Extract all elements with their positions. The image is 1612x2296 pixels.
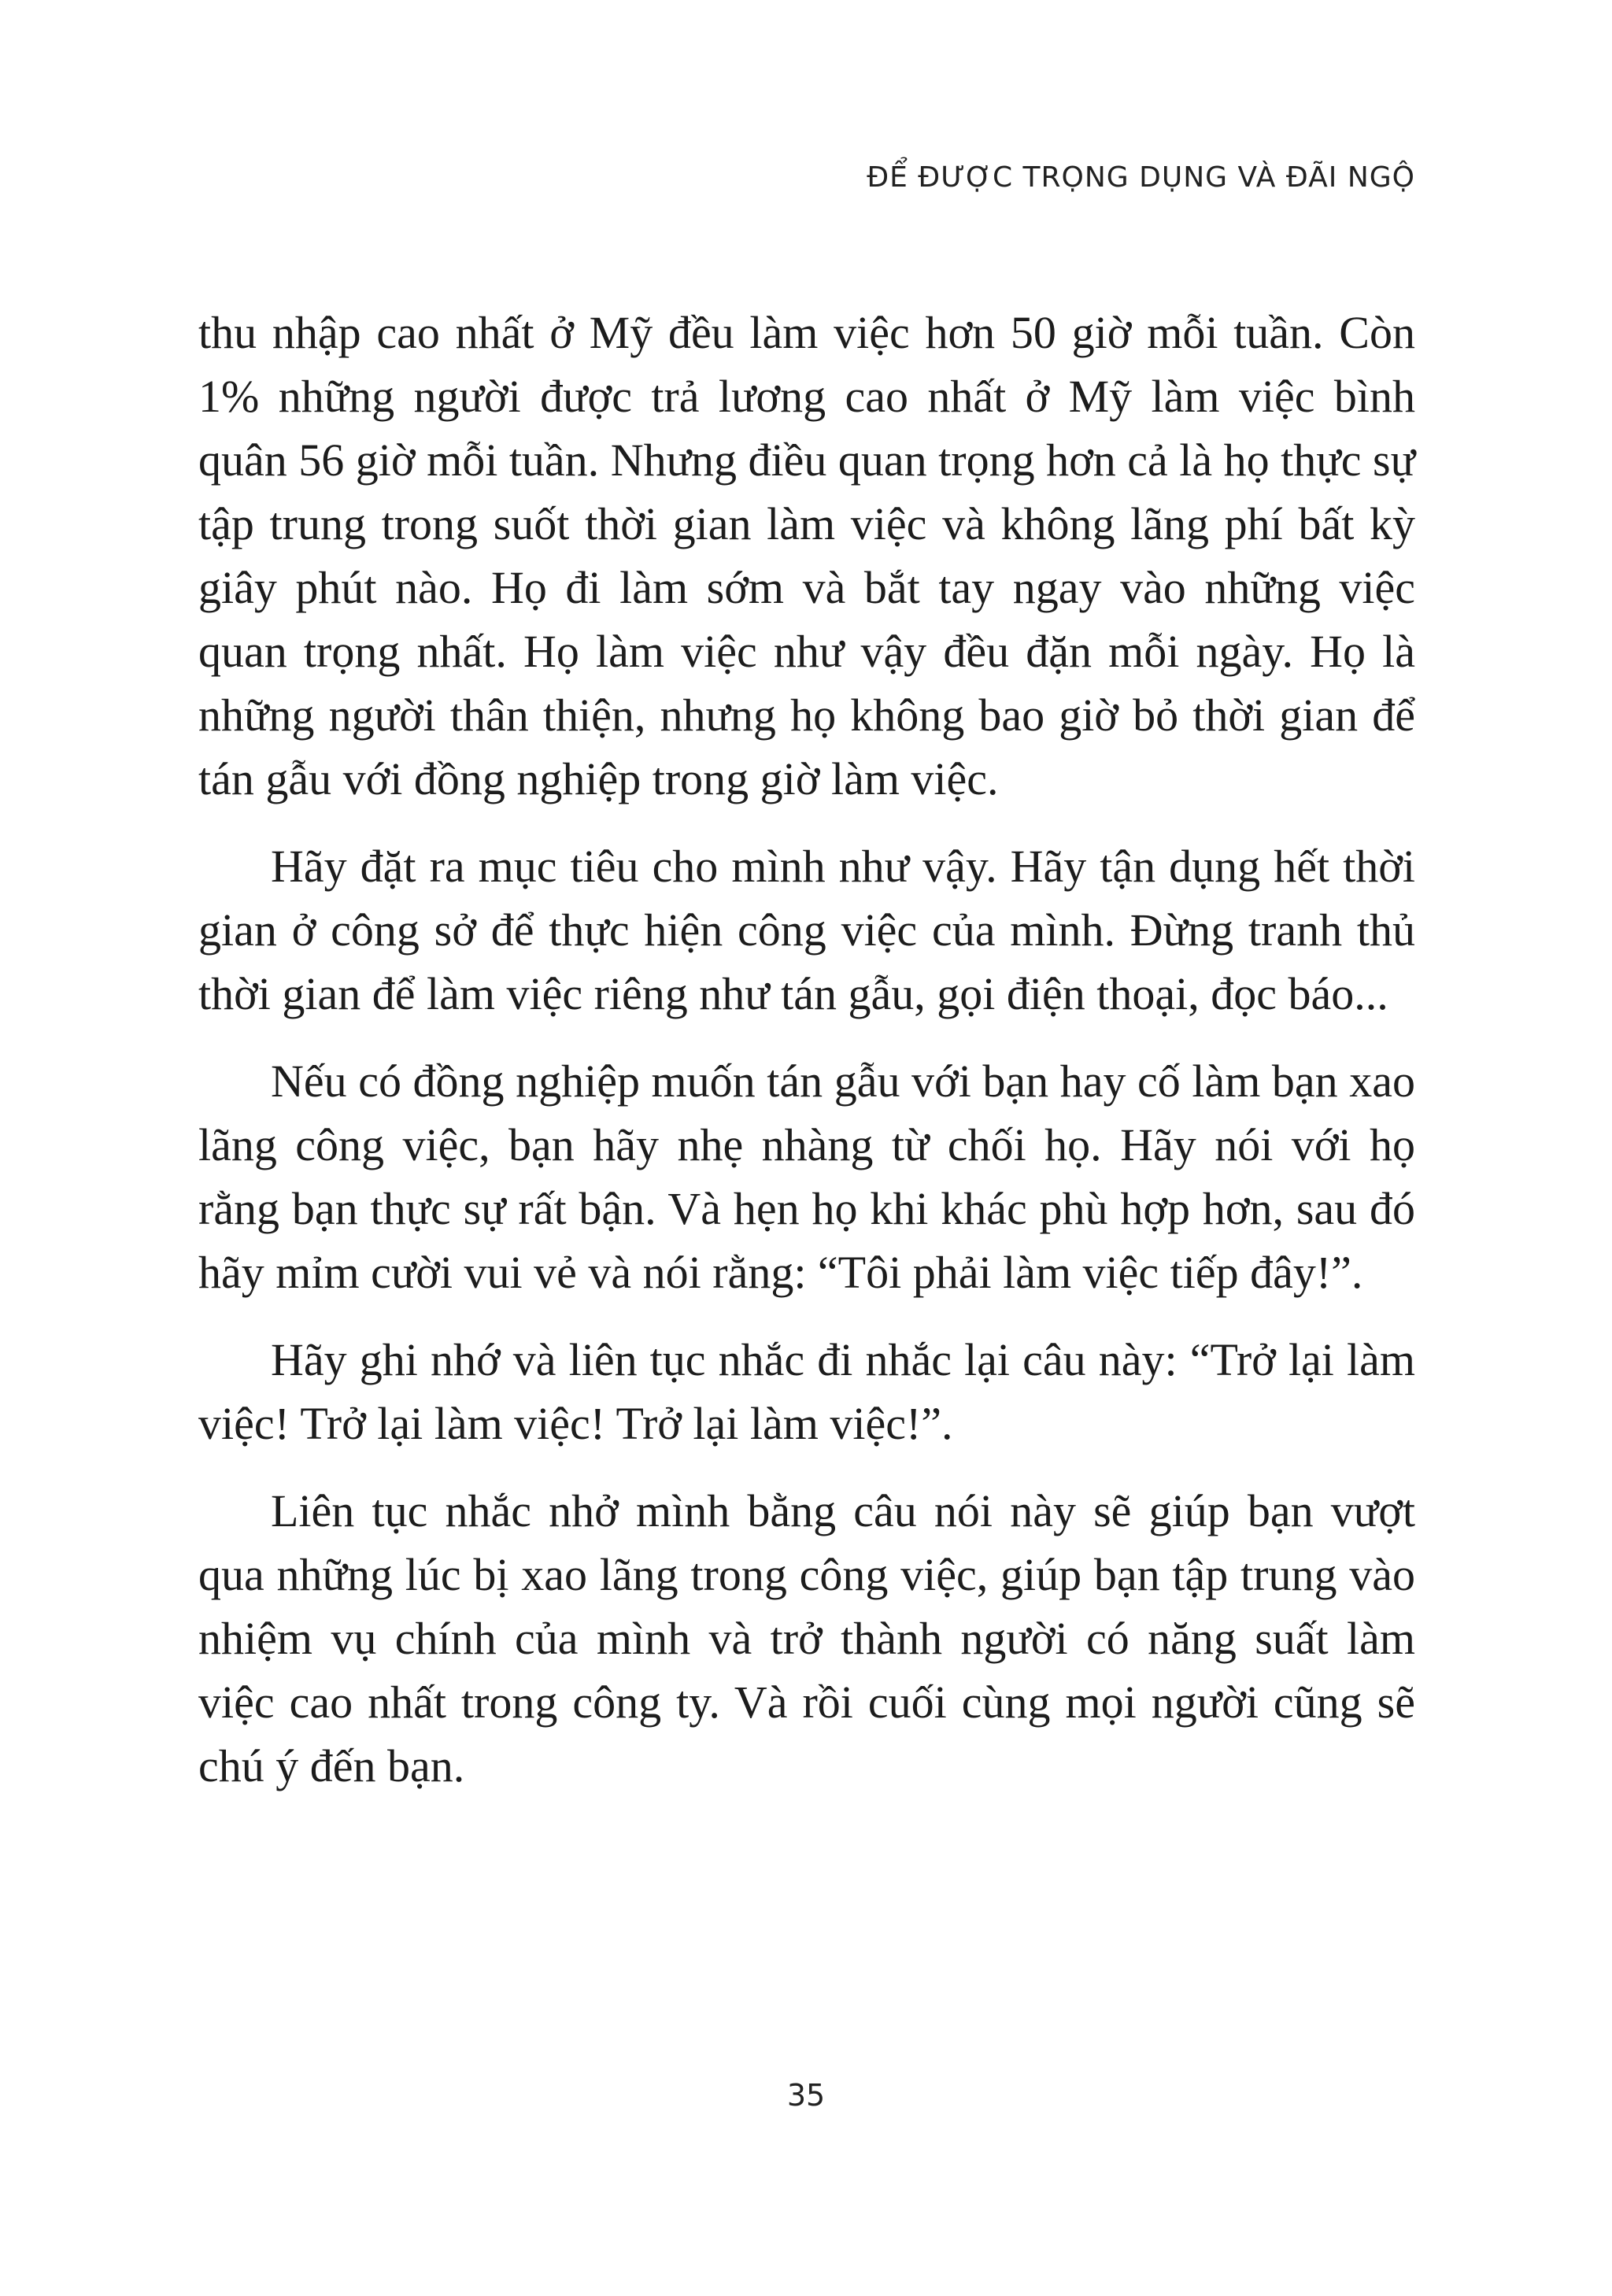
page-number: 35 (786, 2078, 826, 2113)
paragraph: Hãy ghi nhớ và liên tục nhắc đi nhắc lại câu này: “Trở lại làm việc! Trở lại làm việc! Trở lại làm việc!”. (198, 1334, 1415, 1449)
running-header: ĐỂ ĐƯỢC TRỌNG DỤNG VÀ ĐÃI NGỘ (867, 161, 1415, 194)
paragraph: thu nhập cao nhất ở Mỹ đều làm việc hơn 50 giờ mỗi tuần. Còn 1% những người được trả lương cao nhất ở Mỹ làm việc bình quân 56 giờ mỗi tuần. Nhưng điều quan trọng hơn cả là họ thực sự tập trung trong suốt thời gian làm việc và không lãng phí bất kỳ giây phút nào. Họ đi làm sớm và bắt tay ngay vào những việc quan trọng nhất. Họ làm việc như vậy đều đặn mỗi ngày. Họ là những người thân thiện, nhưng họ không bao giờ bỏ thời gian để tán gẫu với đồng nghiệp trong giờ làm việc. (198, 307, 1415, 804)
body-text (198, 301, 1415, 1821)
paragraph: Liên tục nhắc nhở mình bằng câu nói này sẽ giúp bạn vượt qua những lúc bị xao lãng trong công việc, giúp bạn tập trung vào nhiệm vụ chính của mình và trở thành người có năng suất làm việc cao nhất trong công ty. Và rồi cuối cùng mọi người cũng sẽ chú ý đến bạn. (198, 1485, 1415, 1791)
paragraph: Nếu có đồng nghiệp muốn tán gẫu với bạn hay cố làm bạn xao lãng công việc, bạn hãy nhẹ nhàng từ chối họ. Hãy nói với họ rằng bạn thực sự rất bận. Và hẹn họ khi khác phù hợp hơn, sau đó hãy mỉm cười vui vẻ và nói rằng: “Tôi phải làm việc tiếp đây!”. (198, 1056, 1415, 1298)
paragraph: Hãy đặt ra mục tiêu cho mình như vậy. Hãy tận dụng hết thời gian ở công sở để thực hiện công việc của mình. Đừng tranh thủ thời gian để làm việc riêng như tán gẫu, gọi điện thoại, đọc báo... (198, 841, 1415, 1019)
